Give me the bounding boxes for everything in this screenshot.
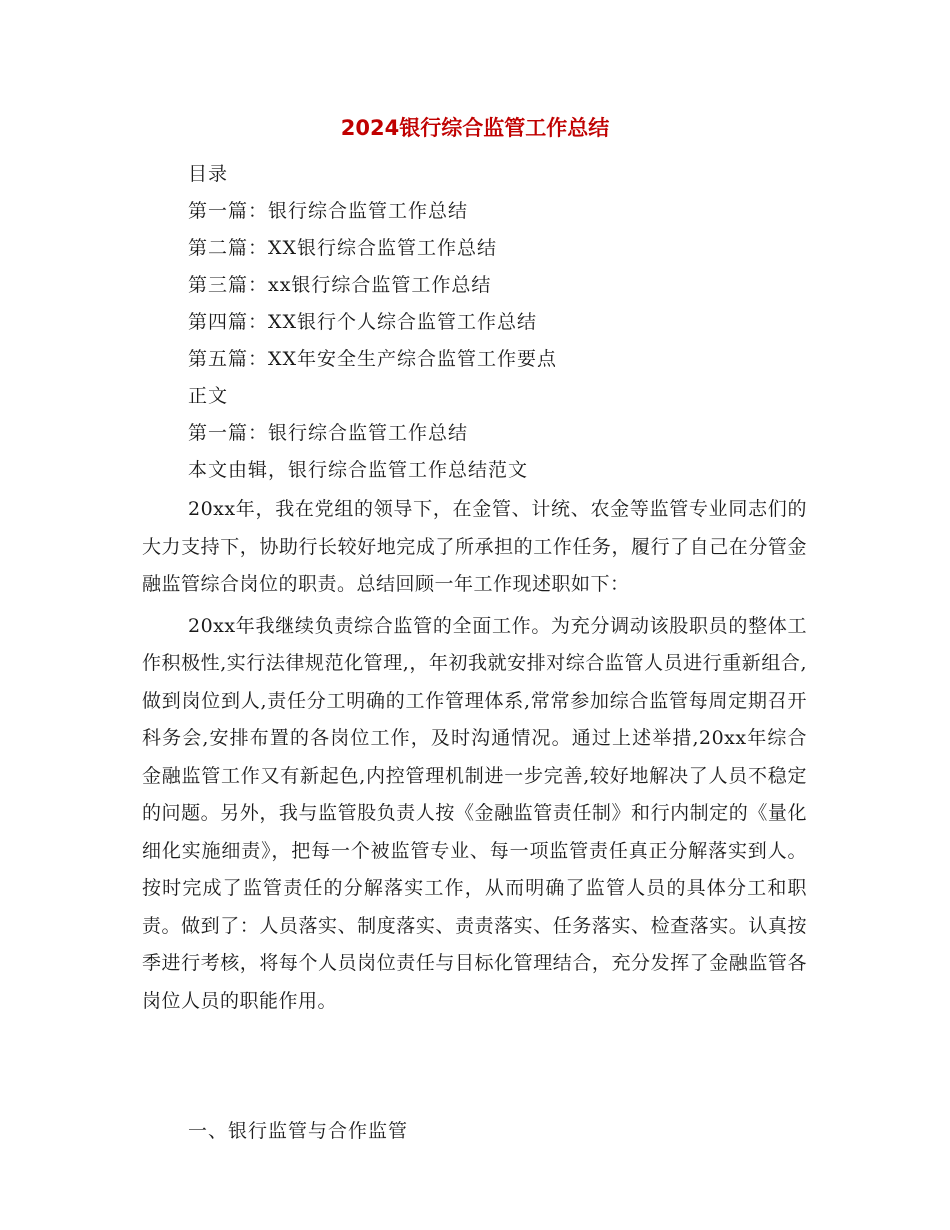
table-of-contents <box>188 156 808 489</box>
chapter-title: 第一篇：银行综合监管工作总结 <box>188 422 469 444</box>
toc-item-5: 第五篇：XX年安全生产综合监管工作要点 <box>188 348 558 370</box>
paragraph-intro: 20xx年，我在党组的领导下，在金管、计统、农金等监管专业同志们的大力支持下，协助行长较好地完成了所承担的工作任务，履行了自己在分管金融监管综合岗位的职责。总结回顾一年工作现述职如下： <box>142 498 807 595</box>
toc-item-2: 第二篇：XX银行综合监管工作总结 <box>188 237 498 259</box>
section-heading: 一、银行监管与合作监管 <box>188 1120 409 1142</box>
source-note: 本文由辑，银行综合监管工作总结范文 <box>188 459 529 481</box>
paragraph-main: 20xx年我继续负责综合监管的全面工作。为充分调动该股职员的整体工作积极性,实行法律规范化管理,，年初我就安排对综合监管人员进行重新组合,做到岗位到人,责任分工明确的工作管理体系,常常参加综合监管每周定期召开科务会,安排布置的各岗位工作，及时沟通情况。通过上述举措,20xx年综合金融监管工作又有新起色,内控管理机制进一步完善,较好地解决了人员不稳定的问题。另外，我与监管股负责人按《金融监管责任制》和行内制定的《量化细化实施细责》，把每一个被监管专业、每一项监管责任真正分解落实到人。按时完成了监管责任的分解落实工作，从而明确了监管人员的具体分工和职责。做到了：人员落实、制度落实、责责落实、任务落实、检查落实。认真按季进行考核，将每个人员岗位责任与目标化管理结合，充分发挥了金融监管各岗位人员的职能作用。 <box>142 614 807 1012</box>
body-text <box>142 491 807 1020</box>
toc-item-3: 第三篇：xx银行综合监管工作总结 <box>188 274 492 296</box>
toc-heading: 目录 <box>188 163 229 185</box>
body-heading: 正文 <box>188 385 229 407</box>
document-title: 2024银行综合监管工作总结 <box>340 116 610 140</box>
toc-item-4: 第四篇：XX银行个人综合监管工作总结 <box>188 311 538 333</box>
toc-item-1: 第一篇：银行综合监管工作总结 <box>188 200 469 222</box>
